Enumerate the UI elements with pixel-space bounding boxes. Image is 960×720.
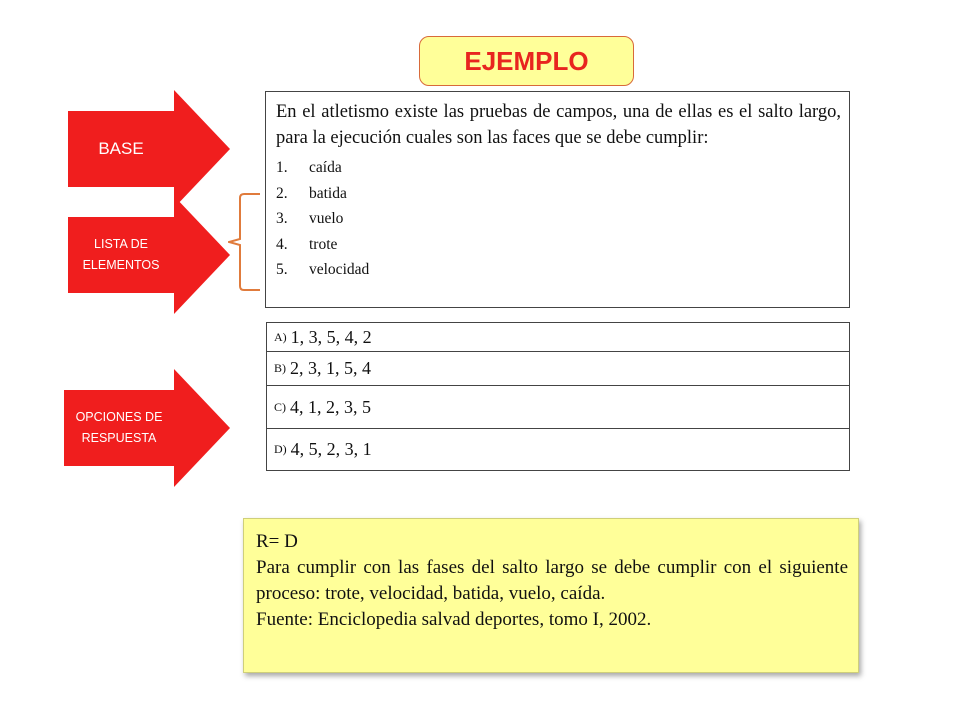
base-arrow (68, 90, 230, 208)
list-item (276, 181, 841, 207)
answer-options-arrow (64, 369, 230, 487)
base-arrow-label: BASE (68, 111, 174, 187)
option-value: 1, 3, 5, 4, 2 (290, 326, 372, 347)
list-elements-line1: LISTA DE (94, 237, 148, 251)
list-item-number: 3. (276, 210, 288, 227)
answer-options-arrow-label (64, 390, 174, 466)
list-elements-arrow-label (68, 217, 174, 293)
answer-box (243, 518, 859, 673)
option-value: 4, 5, 2, 3, 1 (290, 439, 372, 459)
base-question-box (265, 91, 850, 308)
answer-options-line2: RESPUESTA (81, 431, 157, 445)
list-item-number: 2. (276, 184, 288, 202)
bracket-connector (228, 193, 268, 293)
list-item-label: batida (309, 184, 347, 202)
option-letter: B) (274, 361, 286, 375)
element-list (276, 155, 841, 283)
answer-explanation: Para cumplir con las fases del salto largo se debe cumplir con el siguiente proceso: trote, velocidad, batida, vuelo, caída. (256, 557, 848, 604)
title-text: EJEMPLO (464, 45, 589, 76)
answer-options-arrow-head (174, 369, 230, 487)
list-item-number: 4. (276, 235, 288, 253)
list-item (276, 257, 841, 283)
option-row-d[interactable] (267, 429, 849, 471)
list-elements-line2: ELEMENTOS (82, 258, 160, 272)
list-item-label: caída (309, 159, 342, 176)
option-row-b[interactable] (267, 352, 849, 386)
option-row-a[interactable] (267, 323, 849, 352)
list-item-label: velocidad (309, 261, 370, 278)
option-value: 4, 1, 2, 3, 5 (290, 396, 371, 417)
list-elements-arrow-head (174, 196, 230, 314)
base-question-text: En el atletismo existe las pruebas de campos, una de ellas es el salto largo, para la ejecución cuales son las faces que se debe cumplir: (276, 102, 841, 148)
list-item-number: 5. (276, 261, 288, 278)
list-item-label: vuelo (309, 210, 344, 227)
option-letter: D) (274, 442, 287, 456)
answer-source: Fuente: Enciclopedia salvad deportes, tomo I, 2002. (256, 609, 652, 630)
base-arrow-head (174, 90, 230, 208)
list-item-number: 1. (276, 159, 288, 176)
title-badge (419, 36, 634, 86)
option-letter: A) (274, 329, 287, 344)
option-letter: C) (274, 399, 286, 414)
answer-options-line1: OPCIONES DE (75, 410, 163, 424)
list-item-label: trote (309, 235, 338, 253)
options-table (266, 322, 850, 471)
option-value: 2, 3, 1, 5, 4 (290, 358, 371, 378)
answer-result: R= D (256, 531, 298, 552)
list-item (276, 232, 841, 258)
list-item (276, 155, 841, 181)
option-row-c[interactable] (267, 386, 849, 429)
list-elements-arrow (68, 196, 230, 314)
list-item (276, 206, 841, 232)
